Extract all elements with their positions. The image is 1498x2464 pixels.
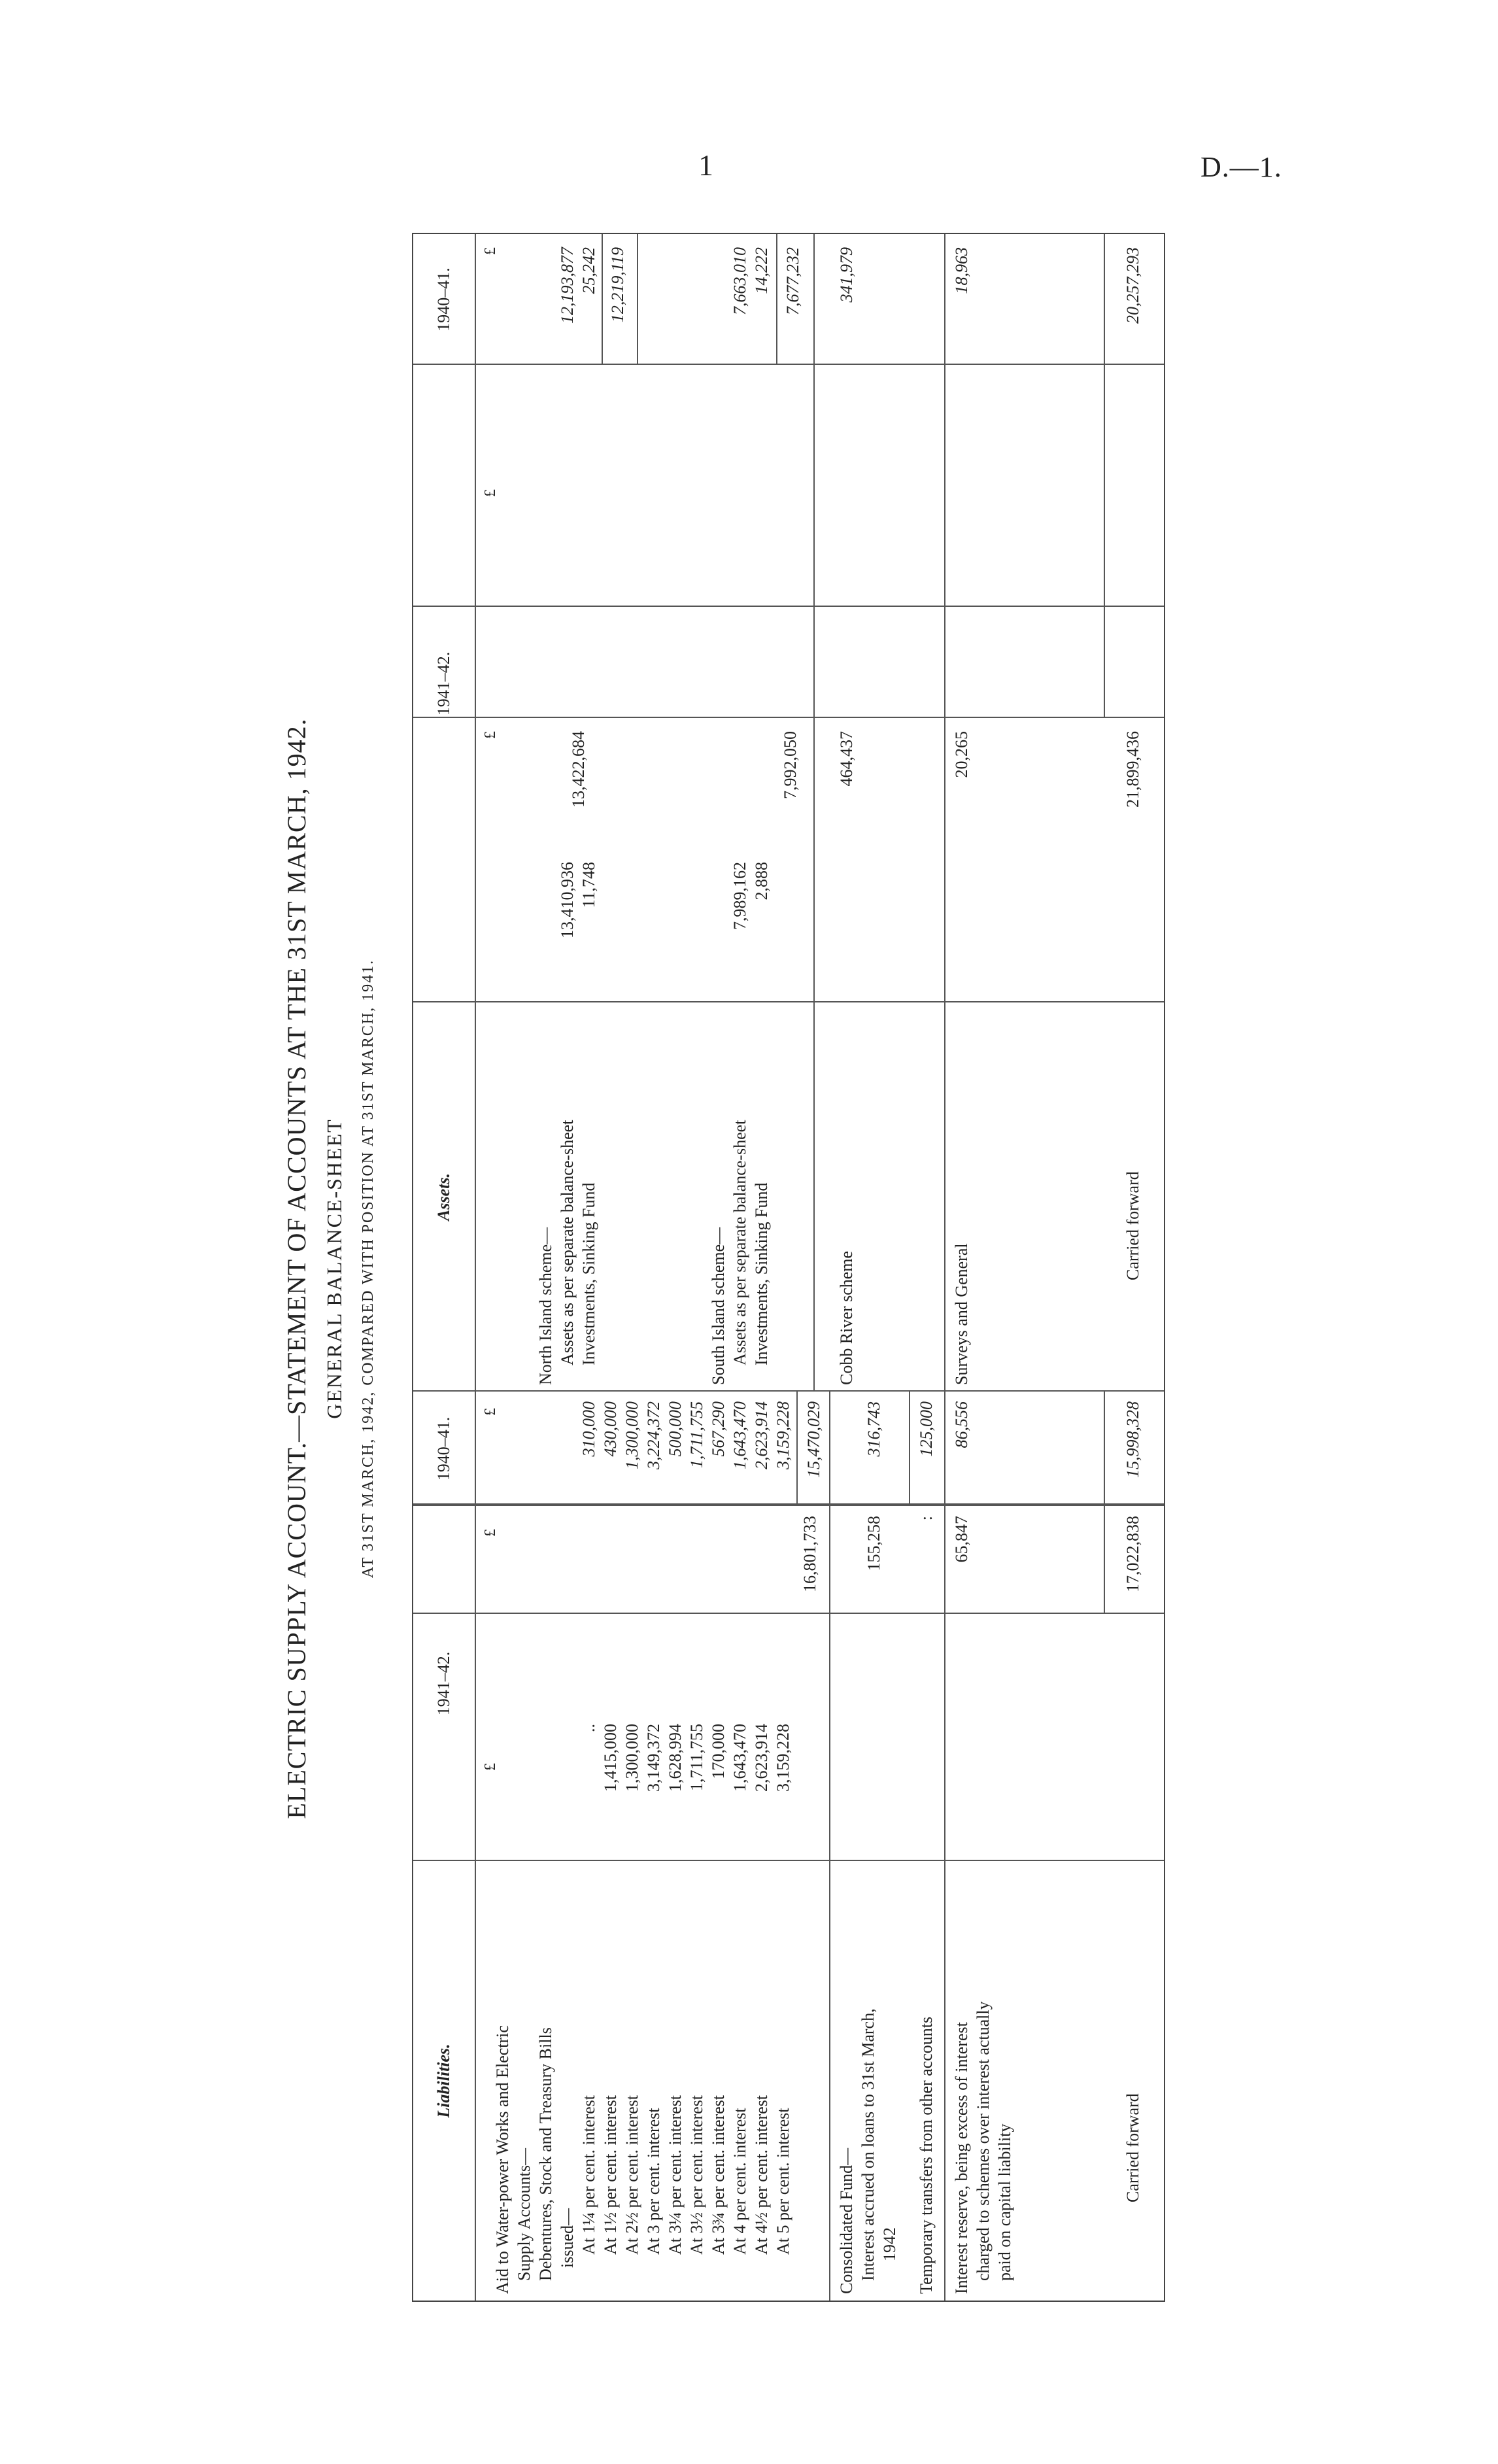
- liabilities-intro: Supply Accounts—: [515, 2148, 534, 2281]
- assets-carried-forward-1942: 21,899,436: [1123, 731, 1142, 808]
- debenture-value-1941: 1,643,470: [730, 1401, 749, 1469]
- debenture-label: At 1½ per cent. interest: [601, 2095, 620, 2255]
- si-total-1941: 7,677,232: [783, 247, 802, 315]
- cobb-river-1942: 464,437: [837, 731, 856, 787]
- ni-total-1941: 12,219,119: [608, 247, 627, 323]
- debenture-value-1941: 2,623,914: [752, 1401, 771, 1469]
- interest-accrued-1941: 316,743: [864, 1401, 883, 1457]
- debenture-label: At 3¼ per cent. interest: [666, 2095, 685, 2255]
- debenture-value-1941: 310,000: [579, 1401, 598, 1457]
- debenture-label: At 3½ per cent. interest: [687, 2095, 706, 2255]
- interest-reserve-label: Interest reserve, being excess of interest: [952, 2022, 971, 2294]
- debenture-value-1941: 1,300,000: [622, 1401, 641, 1469]
- debenture-value-1941: 500,000: [666, 1401, 685, 1457]
- pound-sign: £: [482, 247, 499, 255]
- debenture-value-1941: 3,159,228: [774, 1401, 792, 1469]
- liabilities-intro: issued—: [558, 2208, 577, 2268]
- debenture-value-1942: 170,000: [709, 1724, 728, 1779]
- row-rule: [813, 234, 815, 1392]
- column-rule: [413, 717, 1164, 718]
- header-assets-1941-42: 1941–42.: [434, 651, 453, 716]
- statement-comparison-line: AT 31ST MARCH, 1942, COMPARED WITH POSITION AT 31ST MARCH, 1941.: [360, 959, 377, 1579]
- assets-carried-forward-1941: 20,257,293: [1123, 247, 1142, 324]
- debenture-value-1941: 567,290: [709, 1401, 728, 1457]
- debenture-label: At 3 per cent. interest: [644, 2108, 663, 2255]
- liabilities-intro: Debentures, Stock and Treasury Bills: [536, 2027, 555, 2281]
- column-rule: [413, 1613, 1164, 1614]
- column-rule: [413, 1001, 1164, 1002]
- south-island-scheme-label: South Island scheme—: [709, 1227, 728, 1385]
- debenture-value-1942: 1,300,000: [622, 1724, 641, 1792]
- interest-accrued-1942: 155,258: [864, 1516, 883, 1571]
- subtotal-rule: [776, 234, 777, 365]
- consolidated-fund-label: Consolidated Fund—: [837, 2147, 856, 2294]
- ni-assets-1942: 13,410,936: [558, 862, 577, 938]
- si-assets-1941: 7,663,010: [730, 247, 749, 315]
- subtotal-rule: [602, 234, 603, 365]
- ni-total-1942: 13,422,684: [569, 731, 588, 808]
- interest-accrued-label: 1942: [880, 2227, 899, 2261]
- si-investments-1941: 14,222: [752, 247, 771, 294]
- liabilities-carried-forward-1941: 15,998,328: [1123, 1401, 1142, 1478]
- assets-carried-forward-label: Carried forward: [1123, 1171, 1142, 1280]
- north-island-scheme-label: North Island scheme—: [536, 1227, 555, 1385]
- column-rule: [413, 606, 1164, 607]
- pound-sign: £: [482, 1408, 499, 1416]
- debenture-value-1942: ..: [579, 1724, 598, 1732]
- header-assets-1940-41: 1940–41.: [434, 267, 453, 332]
- pound-sign: £: [482, 1763, 499, 1771]
- si-assets-label: Assets as per separate balance-sheet: [730, 1120, 749, 1365]
- balance-sheet-table: [412, 233, 1165, 2302]
- surveys-and-general-1941: 18,963: [952, 247, 971, 294]
- debenture-label: At 2½ per cent. interest: [622, 2095, 641, 2255]
- header-liabilities-1941-42: 1941–42.: [434, 1651, 453, 1716]
- ni-investments-1941: 25,242: [579, 247, 598, 294]
- debentures-total-1941: 15,470,029: [804, 1401, 823, 1478]
- debenture-label: At 4½ per cent. interest: [752, 2095, 771, 2255]
- interest-reserve-1941: 86,556: [952, 1401, 971, 1448]
- debenture-value-1941: 3,224,372: [644, 1401, 663, 1469]
- debenture-value-1942: 1,711,755: [687, 1724, 706, 1792]
- cobb-river-1941: 341,979: [837, 247, 856, 303]
- interest-accrued-label: Interest accrued on loans to 31st March,: [859, 2008, 877, 2281]
- ni-investments-1942: 11,748: [579, 862, 598, 908]
- ni-investments-label: Investments, Sinking Fund: [579, 1182, 598, 1365]
- row-rule: [637, 234, 638, 365]
- temporary-transfers-1942: :: [917, 1516, 936, 1521]
- debenture-value-1942: 3,149,372: [644, 1724, 663, 1792]
- pound-sign: £: [482, 489, 499, 497]
- section-rule: [829, 1392, 830, 2301]
- cobb-river-scheme-label: Cobb River scheme: [837, 1250, 856, 1385]
- pound-sign: £: [482, 731, 499, 739]
- si-assets-1942: 7,989,162: [730, 862, 749, 930]
- temporary-transfers-1941: 125,000: [917, 1401, 936, 1457]
- header-liabilities: Liabilities.: [434, 2044, 453, 2118]
- page-reference: D.—1.: [1200, 151, 1282, 183]
- debenture-value-1942: 3,159,228: [774, 1724, 792, 1792]
- interest-reserve-label: paid on capital liability: [995, 2123, 1014, 2281]
- section-rule: [944, 234, 945, 2301]
- header-rule: [475, 234, 476, 2301]
- statement-subtitle: GENERAL BALANCE-SHEET: [322, 1118, 346, 1419]
- debenture-value-1942: 1,628,994: [666, 1724, 685, 1792]
- interest-reserve-label: charged to schemes over interest actually: [974, 2001, 993, 2281]
- debenture-value-1942: 1,643,470: [730, 1724, 749, 1792]
- column-rule: [413, 1390, 1164, 1392]
- surveys-and-general-1942: 20,265: [952, 731, 971, 778]
- si-investments-1942: 2,888: [752, 862, 771, 900]
- total-rule: [1104, 1392, 1105, 1614]
- interest-reserve-1942: 65,847: [952, 1516, 971, 1563]
- statement-title: ELECTRIC SUPPLY ACCOUNT.—STATEMENT OF ACCOUNTS AT THE 31ST MARCH, 1942.: [282, 718, 311, 1819]
- page-number: 1: [698, 148, 713, 182]
- debenture-label: At 1¼ per cent. interest: [579, 2095, 598, 2255]
- total-rule: [1104, 234, 1105, 718]
- ni-assets-1941: 12,193,877: [558, 247, 577, 324]
- temporary-transfers-label: Temporary transfers from other accounts: [917, 2016, 936, 2294]
- debenture-label: At 3¾ per cent. interest: [709, 2095, 728, 2255]
- header-liabilities-1940-41: 1940–41.: [434, 1416, 453, 1481]
- debenture-label: At 5 per cent. interest: [774, 2108, 792, 2255]
- pound-sign: £: [482, 1529, 499, 1537]
- liabilities-carried-forward-label: Carried forward: [1123, 2093, 1142, 2202]
- debentures-total-1942: 16,801,733: [800, 1516, 819, 1592]
- si-investments-label: Investments, Sinking Fund: [752, 1182, 771, 1365]
- row-rule: [909, 1392, 910, 1506]
- si-total-1942: 7,992,050: [781, 731, 800, 799]
- liabilities-carried-forward-1942: 17,022,838: [1123, 1516, 1142, 1592]
- ni-assets-label: Assets as per separate balance-sheet: [558, 1120, 577, 1365]
- debenture-value-1941: 1,711,755: [687, 1401, 706, 1469]
- debenture-value-1941: 430,000: [601, 1401, 620, 1457]
- surveys-and-general-label: Surveys and General: [952, 1243, 971, 1385]
- debenture-label: At 4 per cent. interest: [730, 2108, 749, 2255]
- liabilities-intro: Aid to Water-power Works and Electric: [493, 2025, 512, 2294]
- debenture-value-1942: 2,623,914: [752, 1724, 771, 1792]
- debenture-value-1942: 1,415,000: [601, 1724, 620, 1792]
- title-block: [275, 235, 412, 2302]
- subtotal-rule: [796, 1392, 798, 1506]
- balance-sheet: [275, 235, 1229, 2302]
- header-assets: Assets.: [434, 1173, 453, 1221]
